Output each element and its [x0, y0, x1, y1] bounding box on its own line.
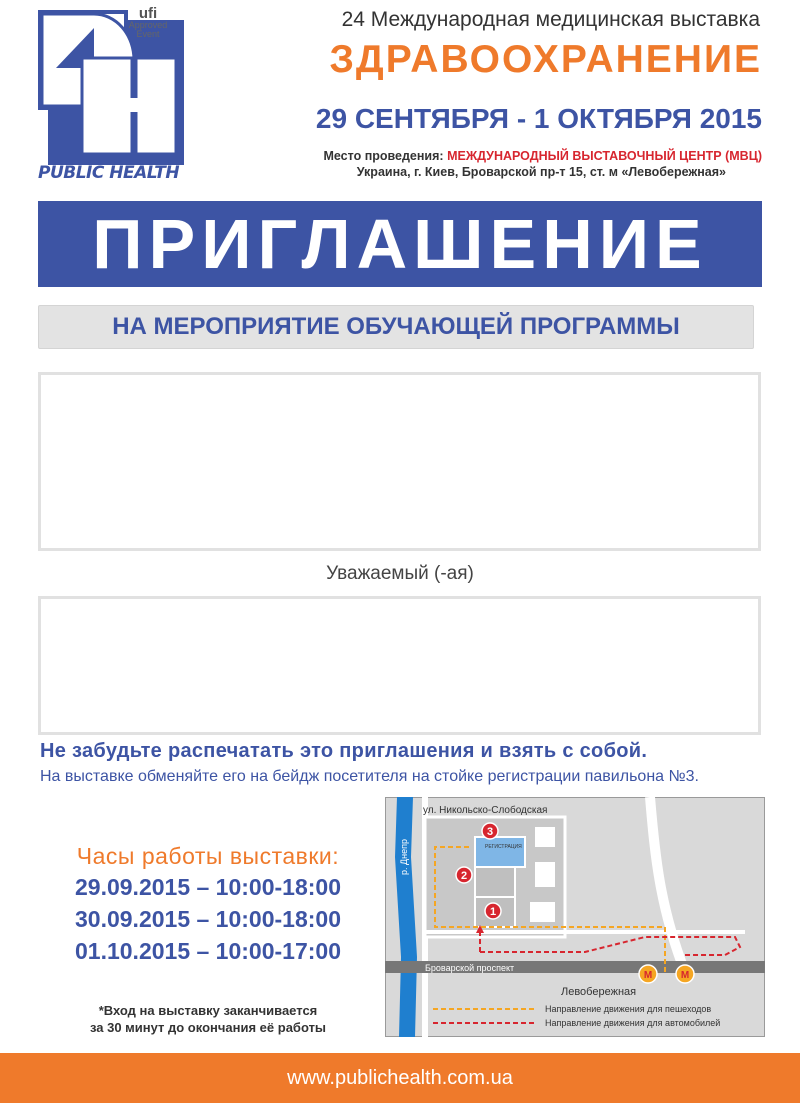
registration-label: РЕГИСТРАЦИЯ	[485, 844, 522, 850]
avenue-label: Броварской проспект	[425, 963, 515, 973]
ufi-line1: Approved	[128, 20, 168, 30]
river-label: р. Днепр	[399, 839, 409, 875]
ufi-line2: Event	[136, 29, 160, 39]
entry-note-line2: за 30 минут до окончания её работы	[89, 1020, 327, 1035]
hours-line-2: 30.09.2015 – 10:00-18:00	[75, 906, 341, 932]
metro-symbol-1: M	[643, 970, 653, 981]
entry-note-line1: *Вход на выставку заканчивается	[98, 1003, 318, 1018]
metro-station-label: Левобережная	[561, 986, 637, 998]
badge-exchange-note: На выставке обменяйте его на бейдж посетителя на стойке регистрации павильона №3.	[40, 768, 699, 785]
logo-wordmark: PUBLIC HEALTH	[38, 163, 180, 183]
invitation-banner: ПРИГЛАШЕНИЕ	[38, 201, 762, 287]
website-footer[interactable]: www.publichealth.com.ua	[0, 1053, 800, 1103]
venue-line	[190, 149, 762, 163]
exhibition-dates: 29 СЕНТЯБРЯ - 1 ОКТЯБРЯ 2015	[315, 103, 762, 134]
legend-car-label: Направление движения для автомобилей	[545, 1018, 721, 1028]
recipient-name-box	[38, 596, 761, 735]
greeting-label: Уважаемый (-ая)	[326, 563, 474, 584]
exhibition-title: ЗДРАВООХРАНЕНИЕ	[329, 38, 762, 81]
ufi-approved-badge	[118, 6, 178, 39]
venue-address: Украина, г. Киев, Броварской пр-т 15, ст. м «Левобережная»	[356, 165, 726, 179]
event-subtitle-bar: НА МЕРОПРИЯТИЕ ОБУЧАЮЩЕЙ ПРОГРАММЫ	[38, 305, 754, 349]
venue-map	[385, 797, 765, 1037]
venue-label: Место проведения:	[323, 149, 444, 163]
entry-note	[38, 1002, 378, 1036]
pavilion-2-label: 2	[460, 870, 468, 882]
event-details-box	[38, 372, 761, 551]
legend-pedestrian-label: Направление движения для пешеходов	[545, 1004, 712, 1014]
hours-title: Часы работы выставки:	[76, 843, 340, 869]
hours-line-1: 29.09.2015 – 10:00-18:00	[75, 874, 341, 900]
pavilion-1-label: 1	[489, 906, 497, 918]
ufi-brand: ufi	[138, 5, 158, 22]
print-reminder: Не забудьте распечатать это приглашения и взять с собой.	[40, 740, 648, 762]
venue-name: МЕЖДУНАРОДНЫЙ ВЫСТАВОЧНЫЙ ЦЕНТР (МВЦ)	[447, 149, 762, 163]
hours-line-3: 01.10.2015 – 10:00-17:00	[75, 938, 341, 964]
pavilion-3-label: 3	[486, 826, 494, 838]
exhibition-subtitle: 24 Международная медицинская выставка	[341, 8, 760, 31]
metro-symbol-2: M	[680, 970, 690, 981]
street-label: ул. Никольско-Слободская	[423, 805, 548, 816]
